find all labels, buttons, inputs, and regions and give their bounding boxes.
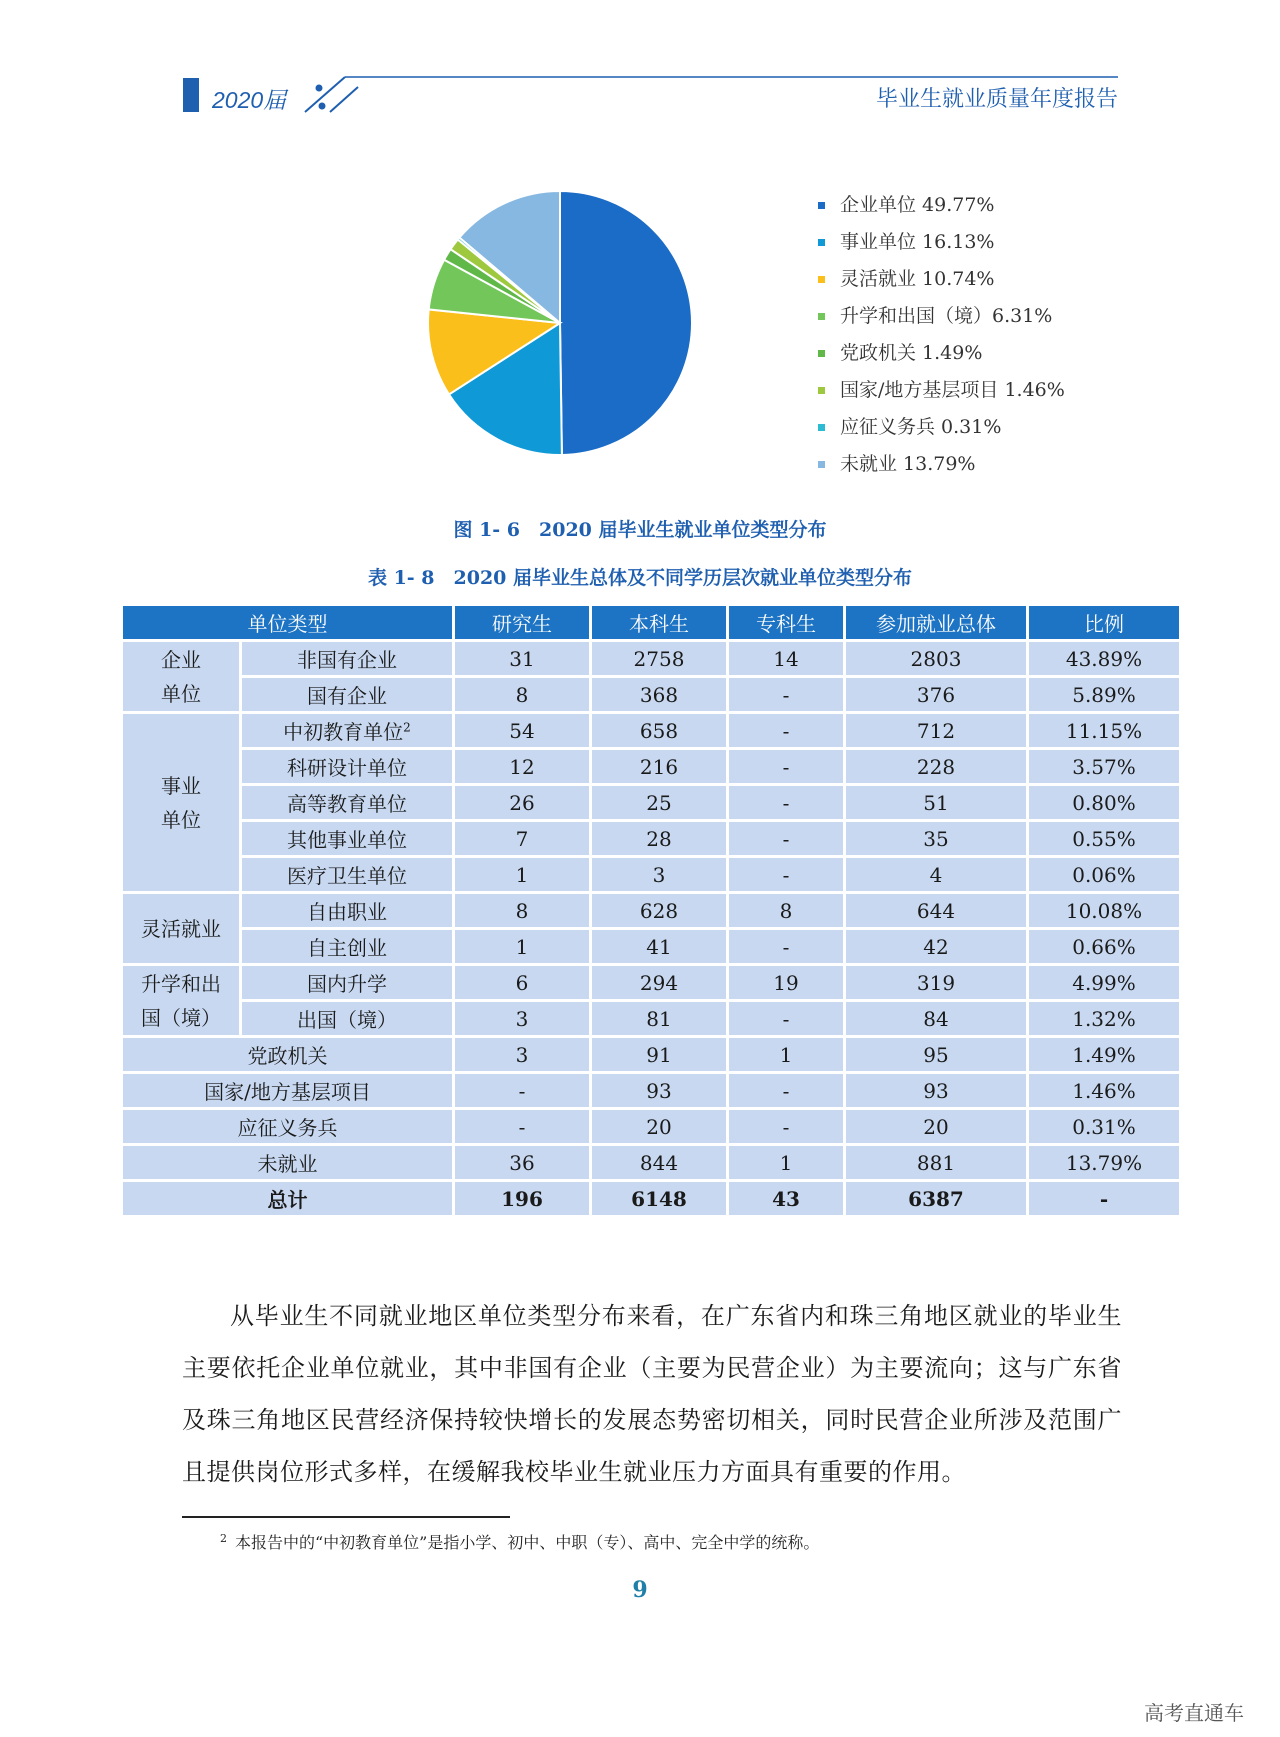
cell-undergraduate: 25 xyxy=(592,786,726,819)
cell-junior-college: - xyxy=(729,678,843,711)
group-flexible xyxy=(123,894,239,963)
row-label: 总计 xyxy=(123,1182,452,1215)
row-label: 其他事业单位 xyxy=(242,822,452,855)
cell-ratio: 10.08% xyxy=(1029,894,1179,927)
table-row xyxy=(123,930,1179,963)
row-label: 国有企业 xyxy=(242,678,452,711)
row-label: 自主创业 xyxy=(242,930,452,963)
row-label-text: 中初教育单位 xyxy=(283,720,404,744)
legend-item xyxy=(818,449,1065,486)
cell-junior-college: - xyxy=(729,750,843,783)
col-header-undergraduate: 本科生 xyxy=(592,606,726,639)
legend-swatch xyxy=(818,350,825,357)
cell-ratio: 11.15% xyxy=(1029,714,1179,747)
cell-postgraduate: 36 xyxy=(455,1146,589,1179)
cell-ratio: 13.79% xyxy=(1029,1146,1179,1179)
cell-undergraduate: 93 xyxy=(592,1074,726,1107)
body-paragraph: 从毕业生不同就业地区单位类型分布来看，在广东省内和珠三角地区就业的毕业生主要依托企业单位就业，其中非国有企业（主要为民营企业）为主要流向；这与广东省及珠三角地区民营经济保持较快增长的发展态势密切相关，同时民营企业所涉及范围广且提供岗位形式多样，在缓解我校毕业生就业压力方面具有重要的作用。 xyxy=(182,1302,1122,1486)
cell-total: 319 xyxy=(846,966,1026,999)
group-institution xyxy=(123,714,239,891)
cell-undergraduate: 294 xyxy=(592,966,726,999)
footnote-text: 本报告中的“中初教育单位”是指小学、初中、中职（专）、高中、完全中学的统称。 xyxy=(235,1533,820,1552)
footnote-mark: 2 xyxy=(220,1531,227,1545)
table-row xyxy=(123,1146,1179,1179)
cell-total: 51 xyxy=(846,786,1026,819)
table-row xyxy=(123,1038,1179,1071)
col-header-unit-type: 单位类型 xyxy=(123,606,452,639)
header-year: 2020届 xyxy=(212,87,287,113)
row-label: 未就业 xyxy=(123,1146,452,1179)
group-label: 升学和出 国（境） xyxy=(141,971,221,1030)
cell-junior-college: - xyxy=(729,930,843,963)
table-row xyxy=(123,966,1179,999)
cell-ratio: 1.46% xyxy=(1029,1074,1179,1107)
col-header-junior-college: 专科生 xyxy=(729,606,843,639)
cell-postgraduate: 31 xyxy=(455,642,589,675)
legend-item xyxy=(818,375,1065,412)
legend-label: 未就业 13.79% xyxy=(840,453,976,475)
cell-total: 2803 xyxy=(846,642,1026,675)
legend-swatch xyxy=(818,313,825,320)
footnote-ref: 2 xyxy=(403,720,411,735)
cell-undergraduate: 2758 xyxy=(592,642,726,675)
legend-swatch xyxy=(818,239,825,246)
cell-ratio: 5.89% xyxy=(1029,678,1179,711)
legend-label: 灵活就业 10.74% xyxy=(840,268,995,290)
cell-postgraduate: 26 xyxy=(455,786,589,819)
cell-undergraduate: 28 xyxy=(592,822,726,855)
cell-ratio: 1.49% xyxy=(1029,1038,1179,1071)
table-row xyxy=(123,678,1179,711)
cell-undergraduate: 216 xyxy=(592,750,726,783)
cell-total: 376 xyxy=(846,678,1026,711)
table-row xyxy=(123,1002,1179,1035)
cell-postgraduate: 8 xyxy=(455,678,589,711)
cell-total: 84 xyxy=(846,1002,1026,1035)
row-label: 自由职业 xyxy=(242,894,452,927)
col-header-ratio: 比例 xyxy=(1029,606,1179,639)
header-title: 毕业生就业质量年度报告 xyxy=(875,87,1118,112)
figure-caption: 图 1- 6 2020 届毕业生就业单位类型分布 xyxy=(453,519,827,541)
employment-type-table xyxy=(120,603,1182,1218)
legend-item xyxy=(818,190,1065,227)
row-label: 党政机关 xyxy=(123,1038,452,1071)
table-row xyxy=(123,822,1179,855)
legend-item xyxy=(818,227,1065,264)
cell-junior-college: - xyxy=(729,822,843,855)
legend-item xyxy=(818,264,1065,301)
legend-item xyxy=(818,301,1065,338)
legend-label: 升学和出国（境）6.31% xyxy=(840,305,1053,327)
col-header-postgraduate: 研究生 xyxy=(455,606,589,639)
cell-total: 644 xyxy=(846,894,1026,927)
cell-total: 4 xyxy=(846,858,1026,891)
table-caption: 表 1- 8 2020 届毕业生总体及不同学历层次就业单位类型分布 xyxy=(367,567,913,589)
cell-postgraduate: 3 xyxy=(455,1002,589,1035)
row-label: 出国（境） xyxy=(242,1002,452,1035)
legend-swatch xyxy=(818,276,825,283)
row-label: 应征义务兵 xyxy=(123,1110,452,1143)
cell-postgraduate: 6 xyxy=(455,966,589,999)
cell-postgraduate: 196 xyxy=(455,1182,589,1215)
cell-junior-college: - xyxy=(729,858,843,891)
table-row xyxy=(123,894,1179,927)
cell-ratio: 0.55% xyxy=(1029,822,1179,855)
cell-postgraduate: - xyxy=(455,1110,589,1143)
pie-chart xyxy=(400,175,700,465)
col-header-total: 参加就业总体 xyxy=(846,606,1026,639)
legend-label: 应征义务兵 0.31% xyxy=(840,416,1002,438)
cell-postgraduate: 7 xyxy=(455,822,589,855)
cell-postgraduate: 1 xyxy=(455,858,589,891)
cell-undergraduate: 658 xyxy=(592,714,726,747)
cell-ratio: 0.66% xyxy=(1029,930,1179,963)
cell-ratio: 3.57% xyxy=(1029,750,1179,783)
cell-ratio: 43.89% xyxy=(1029,642,1179,675)
row-label: 国家/地方基层项目 xyxy=(123,1074,452,1107)
footnote xyxy=(220,1530,819,1553)
cell-undergraduate: 628 xyxy=(592,894,726,927)
table-row xyxy=(123,1110,1179,1143)
cell-undergraduate: 91 xyxy=(592,1038,726,1071)
chart-legend xyxy=(818,190,1065,486)
cell-postgraduate: 1 xyxy=(455,930,589,963)
cell-junior-college: - xyxy=(729,1002,843,1035)
cell-postgraduate: 12 xyxy=(455,750,589,783)
row-label: 科研设计单位 xyxy=(242,750,452,783)
cell-junior-college: 14 xyxy=(729,642,843,675)
cell-total: 93 xyxy=(846,1074,1026,1107)
table-row xyxy=(123,714,1179,747)
legend-label: 事业单位 16.13% xyxy=(840,231,995,253)
cell-undergraduate: 41 xyxy=(592,930,726,963)
cell-undergraduate: 6148 xyxy=(592,1182,726,1215)
group-label: 事业 单位 xyxy=(161,773,201,832)
page-number: 9 xyxy=(632,1577,648,1603)
cell-undergraduate: 20 xyxy=(592,1110,726,1143)
cell-junior-college: 1 xyxy=(729,1146,843,1179)
row-label: 高等教育单位 xyxy=(242,786,452,819)
cell-total: 35 xyxy=(846,822,1026,855)
cell-junior-college: 19 xyxy=(729,966,843,999)
group-further-study xyxy=(123,966,239,1035)
group-enterprise xyxy=(123,642,239,711)
row-label xyxy=(242,714,452,747)
table-total-row xyxy=(123,1182,1179,1215)
row-label: 医疗卫生单位 xyxy=(242,858,452,891)
legend-swatch xyxy=(818,202,825,209)
cell-ratio: 0.06% xyxy=(1029,858,1179,891)
legend-item xyxy=(818,412,1065,449)
cell-postgraduate: 3 xyxy=(455,1038,589,1071)
cell-ratio: - xyxy=(1029,1182,1179,1215)
table-row xyxy=(123,642,1179,675)
cell-junior-college: 8 xyxy=(729,894,843,927)
pie-slice xyxy=(560,191,692,455)
cell-junior-college: - xyxy=(729,714,843,747)
table-row xyxy=(123,858,1179,891)
cell-total: 228 xyxy=(846,750,1026,783)
row-label: 非国有企业 xyxy=(242,642,452,675)
cell-total: 20 xyxy=(846,1110,1026,1143)
watermark: 高考直通车 xyxy=(1144,1701,1244,1725)
legend-label: 党政机关 1.49% xyxy=(840,342,983,364)
table-row xyxy=(123,750,1179,783)
cell-total: 6387 xyxy=(846,1182,1026,1215)
cell-undergraduate: 368 xyxy=(592,678,726,711)
cell-junior-college: 43 xyxy=(729,1182,843,1215)
cell-postgraduate: - xyxy=(455,1074,589,1107)
cell-postgraduate: 8 xyxy=(455,894,589,927)
cell-ratio: 4.99% xyxy=(1029,966,1179,999)
cell-junior-college: - xyxy=(729,1110,843,1143)
cell-total: 881 xyxy=(846,1146,1026,1179)
row-label: 国内升学 xyxy=(242,966,452,999)
cell-undergraduate: 3 xyxy=(592,858,726,891)
cell-total: 42 xyxy=(846,930,1026,963)
legend-label: 国家/地方基层项目 1.46% xyxy=(840,379,1065,401)
cell-total: 95 xyxy=(846,1038,1026,1071)
table-header-row xyxy=(123,606,1179,639)
legend-item xyxy=(818,338,1065,375)
legend-swatch xyxy=(818,424,825,431)
cell-undergraduate: 81 xyxy=(592,1002,726,1035)
cell-ratio: 0.80% xyxy=(1029,786,1179,819)
group-label: 灵活就业 xyxy=(141,916,221,941)
cell-ratio: 1.32% xyxy=(1029,1002,1179,1035)
legend-swatch xyxy=(818,387,825,394)
group-label: 企业 单位 xyxy=(161,647,201,706)
legend-swatch xyxy=(818,461,825,468)
footnote-divider xyxy=(182,1516,510,1518)
cell-junior-college: - xyxy=(729,786,843,819)
cell-total: 712 xyxy=(846,714,1026,747)
cell-undergraduate: 844 xyxy=(592,1146,726,1179)
cell-ratio: 0.31% xyxy=(1029,1110,1179,1143)
table-row xyxy=(123,786,1179,819)
cell-junior-college: - xyxy=(729,1074,843,1107)
cell-postgraduate: 54 xyxy=(455,714,589,747)
legend-label: 企业单位 49.77% xyxy=(840,194,995,216)
table-row xyxy=(123,1074,1179,1107)
cell-junior-college: 1 xyxy=(729,1038,843,1071)
